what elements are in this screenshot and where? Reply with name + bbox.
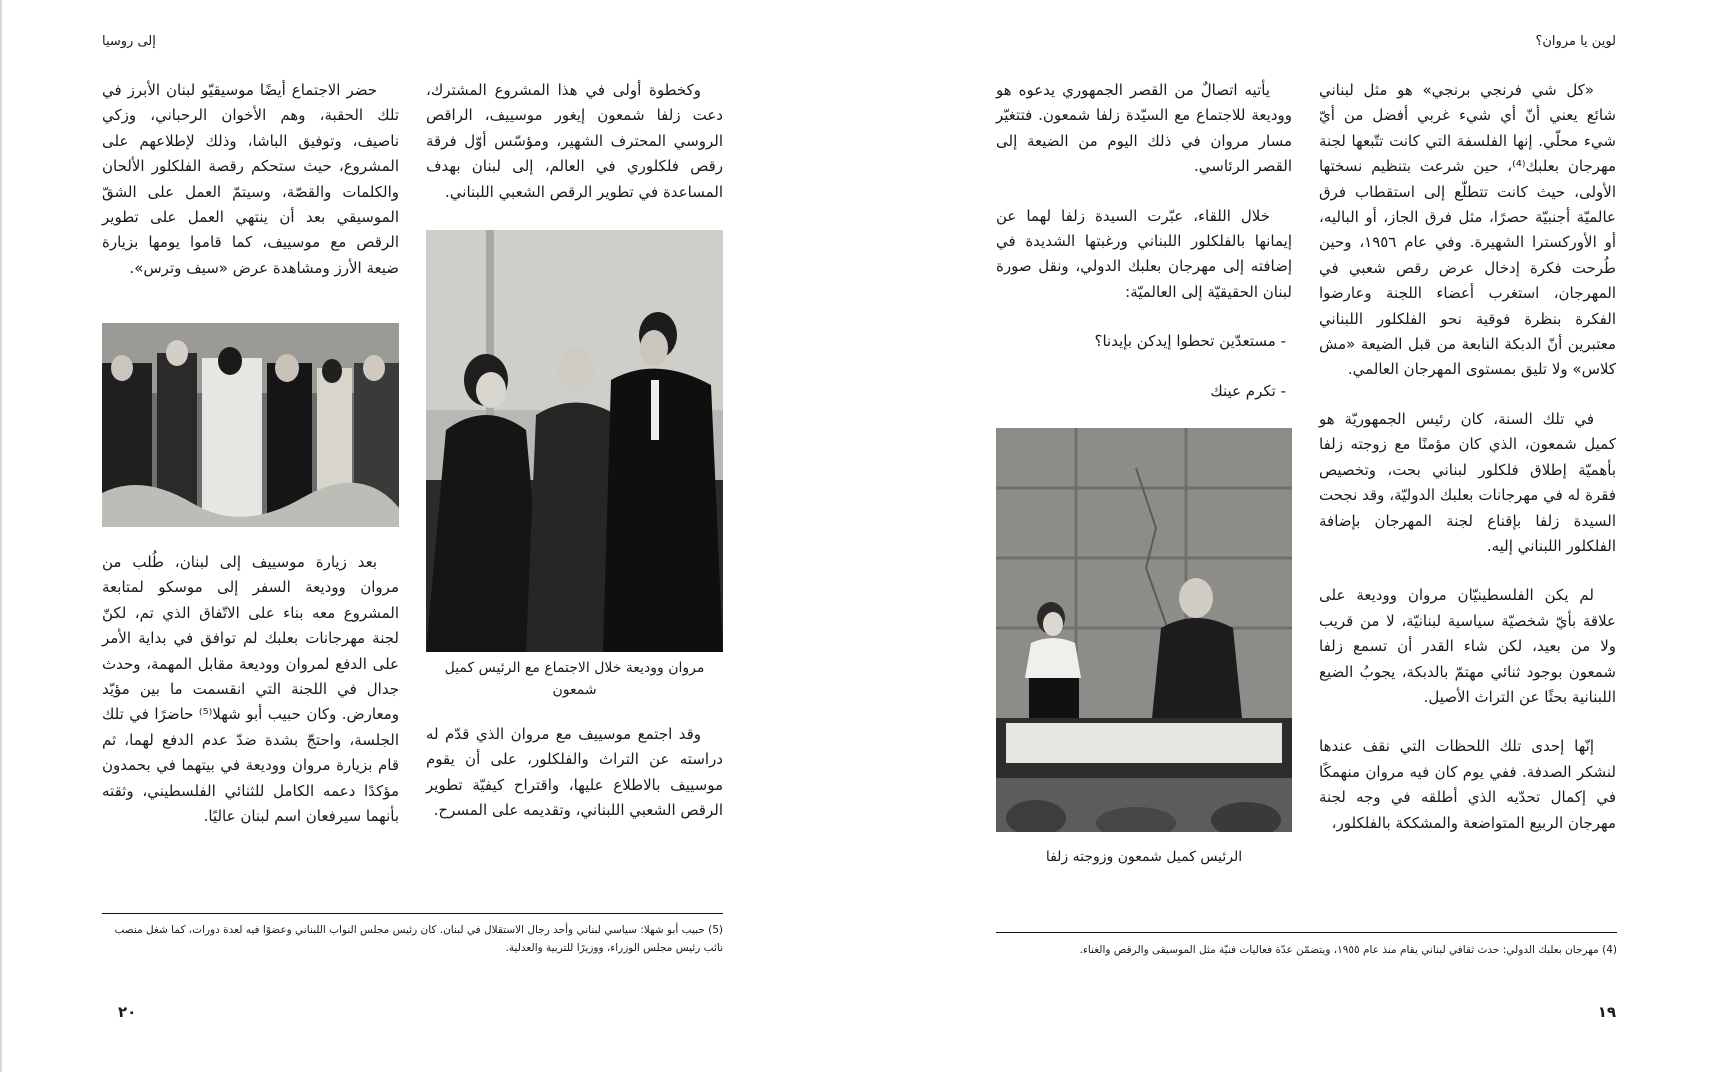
paragraph: وكخطوة أولى في هذا المشروع المشترك، دعت زلفا شمعون إيغور موسييف، الراقص الروسي المحترف الشهير، ومؤسّس أوّل فرقة رقص فلكلوري في العالم، إلى لبنان بهدف المساعدة في تطوير الرقص الشعبي اللبناني. bbox=[426, 81, 723, 201]
footnote: (4) مهرجان بعلبك الدولي: حدث ثقافي لبناني يقام منذ عام ١٩٥٥، ويتضمّن عدّة فعاليات فنيّة مثل الموسيقى والرقص والغناء. bbox=[1079, 944, 1617, 956]
running-header: لوين يا مروان؟ bbox=[1535, 34, 1616, 49]
paragraph: يأتيه اتصالٌ من القصر الجمهوري يدعوه هو ووديعة للاجتماع مع السيّدة زلفا شمعون. فتتغيّر مسار مروان في ذلك اليوم من الضيعة إلى القصر الرئاسي. bbox=[996, 81, 1292, 176]
photo-caption: الرئيس كميل شمعون وزوجته زلفا bbox=[1045, 849, 1243, 865]
right-page-col-right bbox=[1319, 78, 1616, 836]
paragraph: بعد زيارة موسييف إلى لبنان، طُلب من مروان ووديعة السفر إلى موسكو لمتابعة المشروع معه بناء على الاتّفاق الذي تم، لكنّ لجنة مهرجانات بعلبك لم توافق في بداية الأمر على الدفع لمروان ووديعة مقابل المهمة، وحدث جدال في اللجنة التي انقسمت ما بين مؤيّد ومعارض. وكان حبيب أبو شهلا⁽⁵⁾ حاضرًا في تلك الجلسة، واحتجّ بشدة ضدّ عدم الدفع لهما، ثم قام بزيارة مروان ووديعة في بيتهما في بحمدون مؤكدًا دعمه الكامل للثنائي الفلسطيني، وثقته بأنهما سيرفعان اسم لبنان عاليًا. bbox=[102, 553, 400, 826]
right-page bbox=[858, 0, 1716, 1072]
paragraph: «كل شي فرنجي برنجي» هو مثل لبناني شائع يعني أنّ أي شيء غربي أفضل من أيّ شيء محلّي. إنها الفلسفة التي كانت تتّبعها لجنة مهرجان بعلبك⁽⁴⁾، حين شرعت بتنظيم نسختها الأولى، حيث كانت تتطلّع إلى استقطاب فرق عالميّة أجنبيّة حصرًا، مثل فرق الجاز، أو الباليه، أو الأوركسترا الشهيرة. وفي عام ١٩٥٦، وحين طُرحت فكرة إدخال عرض رقص شعبي في المهرجان، استغرب أعضاء اللجنة وعارضوا الفكرة بنظرة فوقية نحو الفلكلور اللبناني معتبرين أنّ الدبكة النابعة من قبل الضيعة «مش كلاس» ولا تليق بمستوى المهرجان العالمي. bbox=[1319, 81, 1617, 379]
paragraph: خلال اللقاء، عبّرت السيدة زلفا لهما عن إيمانها بالفلكلور اللبناني ورغبتها الشديدة في إضافته إلى مهرجان بعلبك الدولي، ونقل صورة لبنان الحقيقيّة إلى العالميّة: bbox=[996, 206, 1292, 301]
paragraph: إنّها إحدى تلك اللحظات التي نقف عندها لنشكر الصدفة. ففي يوم كان فيه مروان منهمكًا في إكمال تحدّيه الذي أطلقه في وجه لجنة مهرجان الربيع المتواضعة والمشككة بالفلكلور، bbox=[1319, 737, 1616, 832]
footnote: (5) حبيب أبو شهلا: سياسي لبناني وأحد رجال الاستقلال في لبنان. كان رئيس مجلس النواب اللبناني وعضوًا فيه لعدة دورات، كما شغل منصب نائب رئيس مجلس الوزراء، ووزيرًا للتربية والعدلية. bbox=[114, 924, 723, 954]
footnote-rule bbox=[996, 932, 1617, 933]
dialog-line: - تكرم عينك bbox=[1210, 381, 1286, 400]
page-number: ٢٠ bbox=[118, 1003, 137, 1021]
left-page-col-left-top bbox=[102, 78, 399, 281]
left-page-col-left-bottom bbox=[102, 550, 399, 829]
left-page-col-right-top bbox=[426, 78, 723, 205]
right-page-col-left bbox=[996, 78, 1292, 404]
page-number: ١٩ bbox=[1597, 1003, 1616, 1021]
photo-caption: مروان ووديعة خلال الاجتماع مع الرئيس كميل شمعون bbox=[444, 660, 705, 698]
paragraph: وقد اجتمع موسييف مع مروان الذي قدّم له دراسته عن التراث والفلكلور، على أن يقوم موسييف بالاطلاع عليها، واقتراح كيفيّة تطوير الرقص الشعبي اللبناني، وتقديمه على المسرح. bbox=[426, 725, 723, 820]
photo-reception-group bbox=[102, 323, 399, 527]
paragraph: لم يكن الفلسطينيّان مروان ووديعة على علاقة بأيّ شخصيّة سياسية لبنانيّة، لا من قريب ولا من بعيد، لكن شاء القدر أن تسمع زلفا شمعون بوجود ثنائي مهتمّ بالدبكة، يجوبُ الضيع اللبنانية بحثًا عن التراث الأصيل. bbox=[1319, 586, 1616, 706]
running-header: إلى روسيا bbox=[102, 34, 156, 49]
footnote-rule bbox=[102, 913, 723, 914]
left-page-col-right-bottom bbox=[426, 722, 723, 824]
photo-marwan-wadia-president bbox=[426, 230, 723, 652]
dialog-line: - مستعدّين تحطوا إيدكن بإيدنا؟ bbox=[1094, 332, 1286, 351]
paragraph: حضر الاجتماع أيضًا موسيقيّو لبنان الأبرز في تلك الحقبة، وهم الأخوان الرحباني، وزكي ناصيف، وتوفيق الباشا، وذلك لإطلاعهم على المشروع، حيث ستحكم رقصة الفلكلور الألحان والكلمات والقصّة، وسيتمّ العمل على الشقّ الموسيقي بعد أن ينتهي العمل على تطوير الرقص مع موسييف، كما قاموا يومها بزيارة ضيعة الأرز ومشاهدة عرض «سيف وترس». bbox=[102, 81, 399, 277]
photo-president-and-wife bbox=[996, 428, 1292, 832]
paragraph: في تلك السنة، كان رئيس الجمهوريّة هو كميل شمعون، الذي كان مؤمنًا مع زوجته زلفا بأهميّة إطلاق فلكلور لبناني بحت، وتخصيص فقرة له في مهرجانات بعلبك الدوليّة، وقد نجحت السيدة زلفا بإقناع لجنة المهرجان بإضافة الفلكلور اللبناني إليه. bbox=[1319, 409, 1616, 555]
